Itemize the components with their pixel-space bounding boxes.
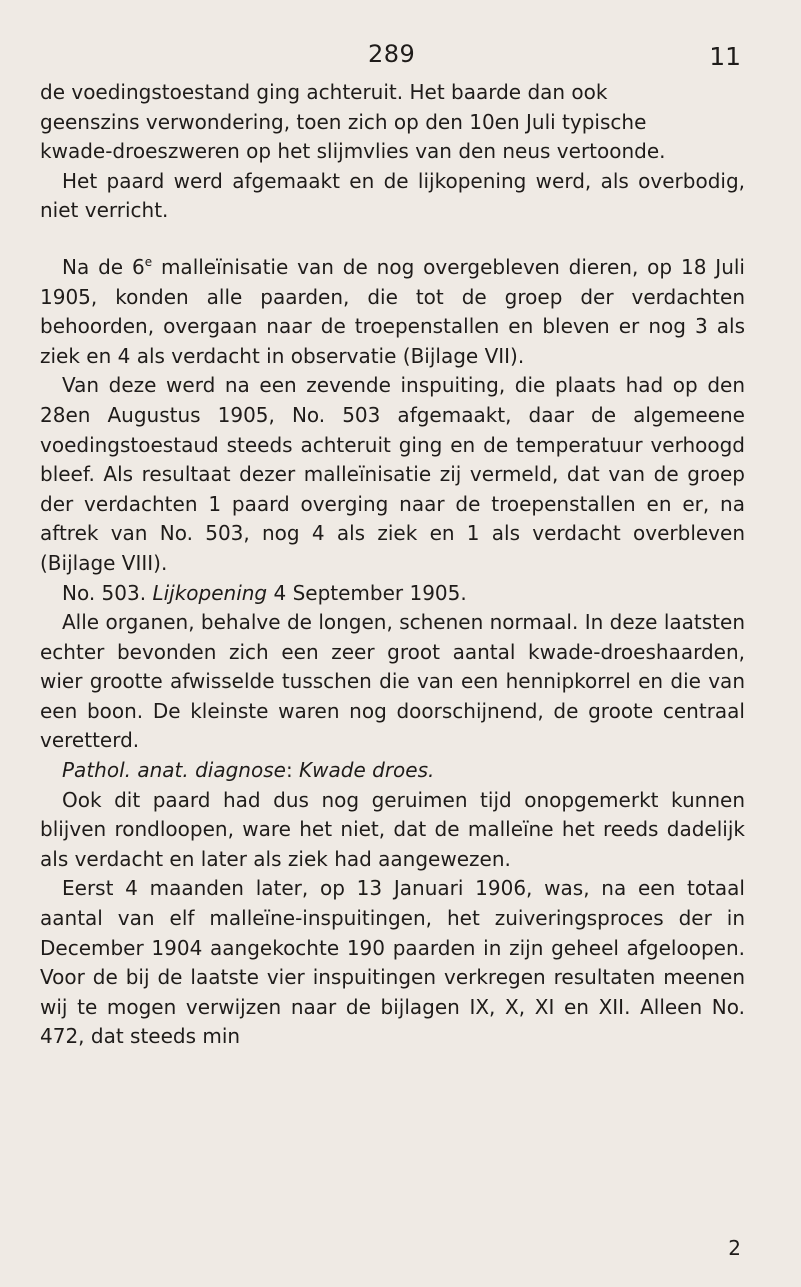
autopsy-number: No. 503. xyxy=(62,580,153,605)
autopsy-date: 4 September 1905. xyxy=(267,580,467,605)
diagnosis-value: Kwade droes. xyxy=(299,758,435,783)
diagnosis-line xyxy=(40,756,745,786)
autopsy-label: Lijkopening xyxy=(152,580,268,605)
body-text xyxy=(40,78,745,1052)
paragraph xyxy=(40,253,745,371)
page-number-stamp: 289 xyxy=(368,40,416,68)
paragraph-continued xyxy=(40,78,745,167)
text-line: de voedingstoestand ging achteruit. Het baarde dan ook xyxy=(40,80,608,104)
paragraph: Alle organen, behalve de longen, schenen normaal. In deze laatsten echter bevonden zich een zeer groot aantal kwade-droeshaarden, wier grootte afwisselde tusschen die van een hennipkorrel en die van een boon. De kleinste waren nog doorschijnend, de groote centraal veretterd. xyxy=(40,610,745,753)
paragraph: Ook dit paard had dus nog geruimen tijd onopgemerkt kunnen blijven rondloopen, ware het niet, dat de malleïne het reeds dadelijk als verdacht en later als ziek had aangewezen. xyxy=(40,787,745,871)
text-line: geenszins verwondering, toen zich op den 10en Juli typische xyxy=(40,109,647,134)
paragraph: Van deze werd na een zevende inspuiting, die plaats had op den 28en Augustus 1905, No. 503 afgemaakt, daar de algemeene voedingstoestaud steeds achteruit ging en de temperatuur verhoogd bleef. Als resultaat dezer malleïnisatie zij vermeld, dat van de groep der verdachten 1 paard overging naar de troepenstallen en er, na aftrek van No. 503, nog 4 als ziek en 1 als verdacht overbleven (Bijlage VIII). xyxy=(40,373,745,575)
page-number: 11 xyxy=(709,42,741,71)
paragraph-text: Na de 6 xyxy=(62,254,145,279)
paragraph-text: malleïnisatie van de nog overgebleven dieren, op 18 Juli 1905, konden alle paarden, die tot de groep der verdachten behoorden, overgaan naar de troepenstallen en bleven er nog 3 als ziek en 4 als verdacht in observatie (Bijlage VII). xyxy=(40,254,745,368)
diagnosis-separator: : xyxy=(285,758,300,783)
signature-mark: 2 xyxy=(728,1236,741,1260)
paragraph: Het paard werd afgemaakt en de lijkopening werd, als overbodig, niet verricht. xyxy=(40,168,745,223)
superscript: e xyxy=(144,254,153,269)
diagnosis-label: Pathol. anat. diagnose xyxy=(62,758,286,783)
text-line: kwade-droeszweren op het slijmvlies van den neus vertoonde. xyxy=(40,139,666,164)
paragraph: Eerst 4 maanden later, op 13 Januari 1906, was, na een totaal aantal van elf malleïne-inspuitingen, het zuiveringsproces der in December 1904 aangekochte 190 paarden in zijn geheel afgeloopen. Voor de bij de laatste vier inspuitingen verkregen resultaten meenen wij te mogen verwijzen naar de bijlagen IX, X, XI en XII. Alleen No. 472, dat steeds min xyxy=(40,876,745,1049)
autopsy-heading xyxy=(40,579,745,609)
